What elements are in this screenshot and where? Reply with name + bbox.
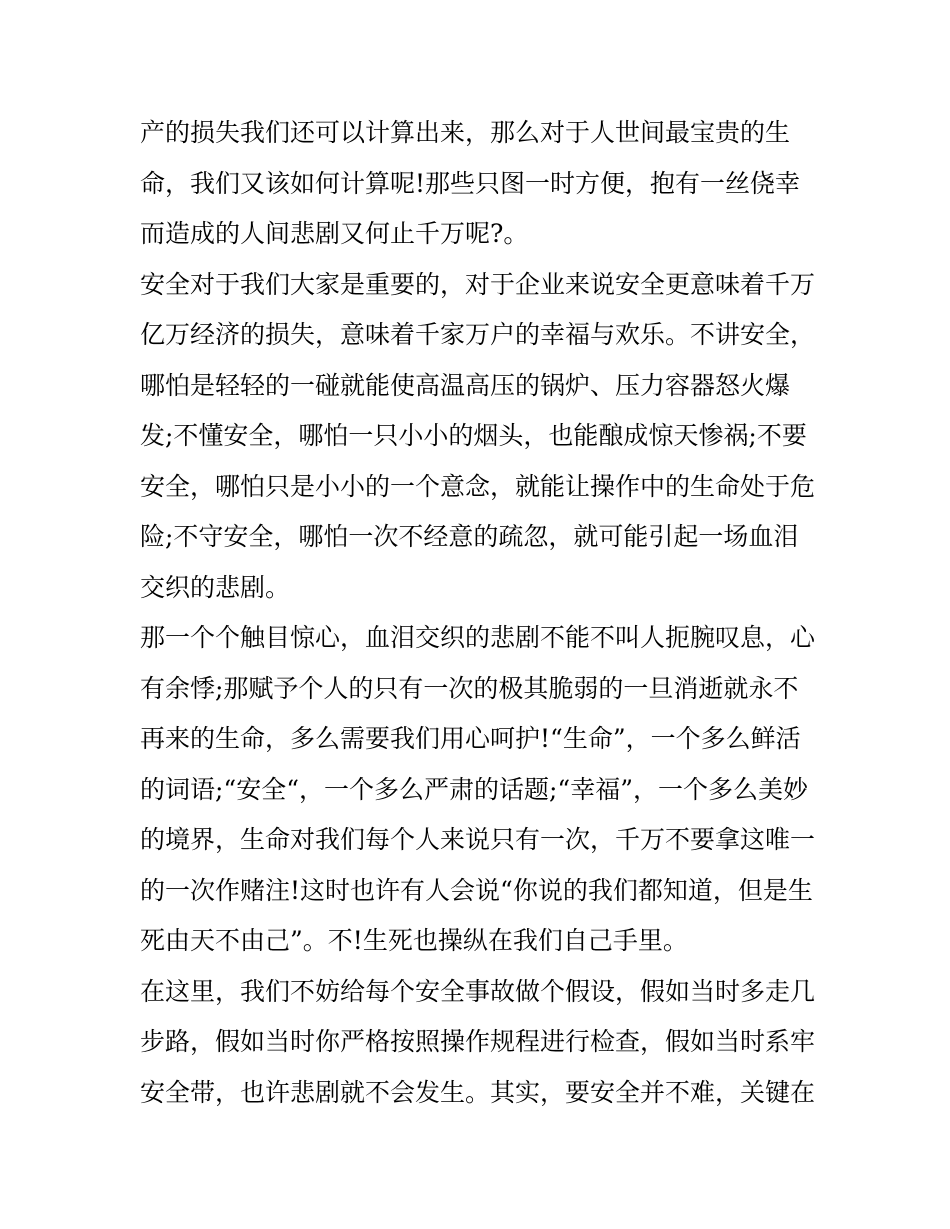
text-line: 安全，哪怕只是小小的一个意念，就能让操作中的生命处于危	[140, 471, 816, 501]
text-line: 安全带，也许悲剧就不会发生。其实，要安全并不难，关键在	[140, 1077, 816, 1107]
text-line: 再来的生命，多么需要我们用心呵护!“生命”，一个多么鲜活	[140, 724, 801, 753]
text-line: 交织的悲剧。	[140, 572, 291, 602]
text-line: 发;不懂安全，哪怕一只小小的烟头，也能酿成惊天惨祸;不要	[140, 421, 807, 450]
text-line: 产的损失我们还可以计算出来，那么对于人世间最宝贵的生	[140, 118, 791, 147]
text-line: 死由天不由己”。不!生死也操纵在我们自己手里。	[140, 926, 688, 955]
text-line: 安全对于我们大家是重要的，对于企业来说安全更意味着千万	[140, 269, 816, 299]
text-line: 在这里，我们不妨给每个安全事故做个假设，假如当时多走几	[140, 976, 816, 1006]
text-line: 的境界，生命对我们每个人来说只有一次，千万不要拿这唯一	[140, 825, 816, 854]
text-line: 的词语;“安全“，一个多么严肃的话题;“幸福”，一个多么美妙	[140, 774, 808, 804]
text-line: 命，我们又该如何计算呢!那些只图一时方便，抱有一丝侥幸	[140, 168, 801, 198]
text-line: 险;不守安全，哪怕一次不经意的疏忽，就可能引起一场血泪	[140, 522, 799, 551]
body-text	[140, 108, 820, 1118]
text-line: 的一次作赌注!这时也许有人会说“你说的我们都知道，但是生	[140, 875, 813, 905]
text-line: 步路，假如当时你严格按照操作规程进行检查，假如当时系牢	[140, 1027, 816, 1056]
text-line: 有余悸;那赋予个人的只有一次的极其脆弱的一旦消逝就永不	[140, 673, 799, 703]
text-line: 而造成的人间悲剧又何止千万呢?。	[140, 219, 529, 248]
text-line: 哪怕是轻轻的一碰就能使高温高压的锅炉、压力容器怒火爆	[140, 370, 791, 400]
text-line: 亿万经济的损失，意味着千家万户的幸福与欢乐。不讲安全，	[140, 320, 816, 349]
text-line: 那一个个触目惊心，血泪交织的悲剧不能不叫人扼腕叹息，心	[140, 623, 816, 652]
